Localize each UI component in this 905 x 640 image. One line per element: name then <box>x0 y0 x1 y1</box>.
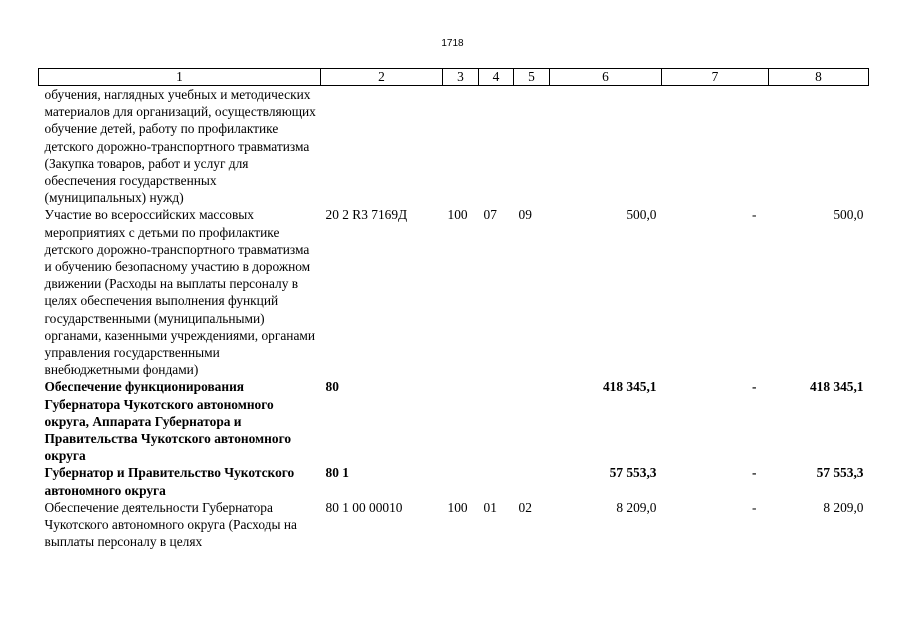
table-row <box>39 86 869 207</box>
row-change <box>662 86 769 207</box>
row-pr <box>514 464 550 498</box>
column-header-1: 1 <box>39 69 321 86</box>
row-vr: 100 <box>447 207 468 223</box>
column-header-7: 7 <box>662 69 769 86</box>
row-rz: 01 <box>483 499 497 515</box>
column-number-header-row <box>39 69 869 86</box>
row-vr <box>443 464 479 498</box>
table-row <box>39 464 869 498</box>
row-vr <box>443 378 479 464</box>
row-total: 500,0 <box>833 207 864 223</box>
column-header-6: 6 <box>550 69 662 86</box>
row-rz <box>479 464 514 498</box>
row-pr <box>514 86 550 207</box>
table-row <box>39 499 869 551</box>
row-change: - <box>752 465 757 481</box>
row-name: Участие во всероссийских массовых мероприятиях с детьми по профилактике детского дорожно-транспортного травматизма и обучению безопасному участию в дорожном движении (Расходы на выплаты персоналу в целях обеспечения выполнения функций государственными (муниципальными) органами, казенными учреждениями, органами управления государственными внебюджетными фондами) <box>44 207 316 378</box>
table-row <box>39 378 869 464</box>
column-header-8: 8 <box>769 69 869 86</box>
page-number: 1718 <box>441 38 464 49</box>
row-code <box>321 86 443 207</box>
row-rz <box>479 378 514 464</box>
row-sum: 57 553,3 <box>609 465 657 481</box>
row-name: Губернатор и Правительство Чукотского автономного округа <box>44 465 295 498</box>
row-sum <box>550 86 662 207</box>
row-change: - <box>752 207 757 223</box>
row-code: 80 1 00 00010 <box>325 499 403 515</box>
row-code: 20 2 R3 7169Д <box>325 207 408 223</box>
budget-table <box>38 68 869 550</box>
row-rz: 07 <box>483 207 497 223</box>
column-header-2: 2 <box>321 69 443 86</box>
row-vr: 100 <box>447 499 468 515</box>
row-sum: 8 209,0 <box>616 499 657 515</box>
row-name: Обеспечение деятельности Губернатора Чукотского автономного округа (Расходы на выплаты персоналу в целях <box>44 499 297 550</box>
column-header-3: 3 <box>443 69 479 86</box>
column-header-4: 4 <box>479 69 514 86</box>
row-pr: 09 <box>518 207 532 223</box>
row-total: 57 553,3 <box>816 465 864 481</box>
row-code: 80 1 <box>325 465 349 481</box>
row-name: Обеспечение функционирования Губернатора Чукотского автономного округа, Аппарата Губернатора и Правительства Чукотского автономного округа <box>44 379 292 464</box>
row-rz <box>479 86 514 207</box>
row-name: обучения, наглядных учебных и методических материалов для организаций, осуществляющих обучение детей, работу по профилактике детского дорожно-транспортного травматизма (Закупка товаров, работ и услуг для обеспечения государственных (муниципальных) нужд) <box>44 87 316 206</box>
row-change: - <box>752 499 757 515</box>
row-change: - <box>752 379 757 395</box>
row-total: 418 345,1 <box>809 379 864 395</box>
row-total: 8 209,0 <box>823 499 864 515</box>
row-total <box>769 86 869 207</box>
table-row <box>39 206 869 378</box>
column-header-5: 5 <box>514 69 550 86</box>
row-sum: 418 345,1 <box>602 379 657 395</box>
row-vr <box>443 86 479 207</box>
row-code: 80 <box>325 379 339 395</box>
row-pr: 02 <box>518 499 532 515</box>
row-sum: 500,0 <box>626 207 657 223</box>
row-pr <box>514 378 550 464</box>
